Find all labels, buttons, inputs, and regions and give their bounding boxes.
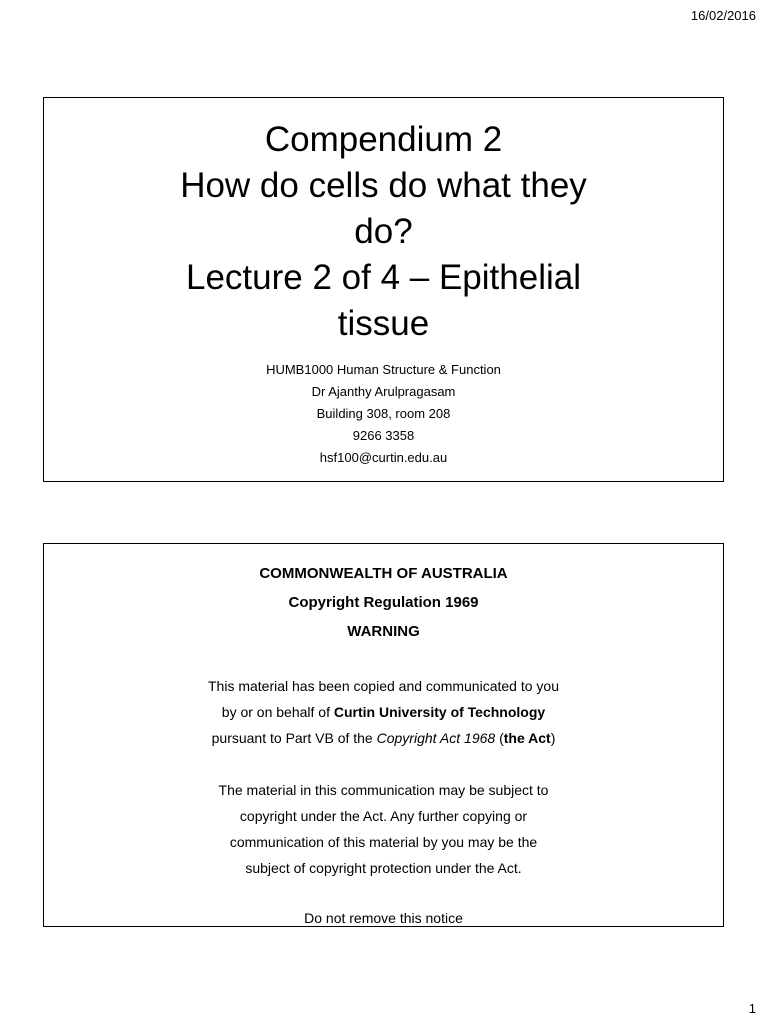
- text-span: by or on behalf of: [221, 704, 334, 720]
- notice-footer: Do not remove this notice: [304, 910, 463, 926]
- slide-title: [44, 117, 723, 347]
- title-line: tissue: [337, 304, 430, 343]
- paragraph-line: The material in this communication may be subject to: [218, 782, 549, 798]
- notice-paragraph-1: [44, 673, 723, 751]
- title-line: Lecture 2 of 4 – Epithelial: [186, 258, 581, 297]
- text-span: pursuant to Part VB of the: [211, 730, 377, 746]
- title-line: Compendium 2: [264, 120, 503, 159]
- paragraph-line: communication of this material by you may be the: [229, 834, 538, 850]
- text-span: (: [495, 730, 504, 746]
- office-location: Building 308, room 208: [316, 406, 451, 421]
- title-slide: [43, 97, 724, 482]
- page-number: 1: [748, 1001, 756, 1016]
- copyright-notice-slide: [43, 543, 724, 927]
- paragraph-line: This material has been copied and communicated to you: [208, 678, 559, 694]
- title-line: do?: [354, 212, 413, 251]
- paragraph-line: subject of copyright protection under the Act.: [245, 860, 522, 876]
- email-address: hsf100@curtin.edu.au: [319, 450, 448, 465]
- print-date: 16/02/2016: [690, 8, 756, 23]
- text-span: ): [550, 730, 556, 746]
- paragraph-line: [44, 699, 723, 725]
- university-name: Curtin University of Technology: [333, 704, 546, 720]
- paragraph-line: [44, 725, 723, 751]
- lecturer-name: Dr Ajanthy Arulpragasam: [311, 384, 456, 399]
- paragraph-line: copyright under the Act. Any further copying or: [239, 808, 528, 824]
- course-name: HUMB1000 Human Structure & Function: [266, 362, 501, 377]
- act-title: Copyright Act 1968: [376, 730, 496, 746]
- act-short-name: the Act: [503, 730, 551, 746]
- lecturer-info: [44, 359, 723, 469]
- title-line: How do cells do what they: [180, 166, 587, 205]
- notice-heading: [44, 559, 723, 646]
- notice-paragraph-2: [44, 777, 723, 881]
- heading-line: Copyright Regulation 1969: [288, 594, 479, 611]
- heading-line: COMMONWEALTH OF AUSTRALIA: [259, 565, 508, 582]
- heading-line: WARNING: [347, 623, 420, 640]
- phone-number: 9266 3358: [352, 428, 415, 443]
